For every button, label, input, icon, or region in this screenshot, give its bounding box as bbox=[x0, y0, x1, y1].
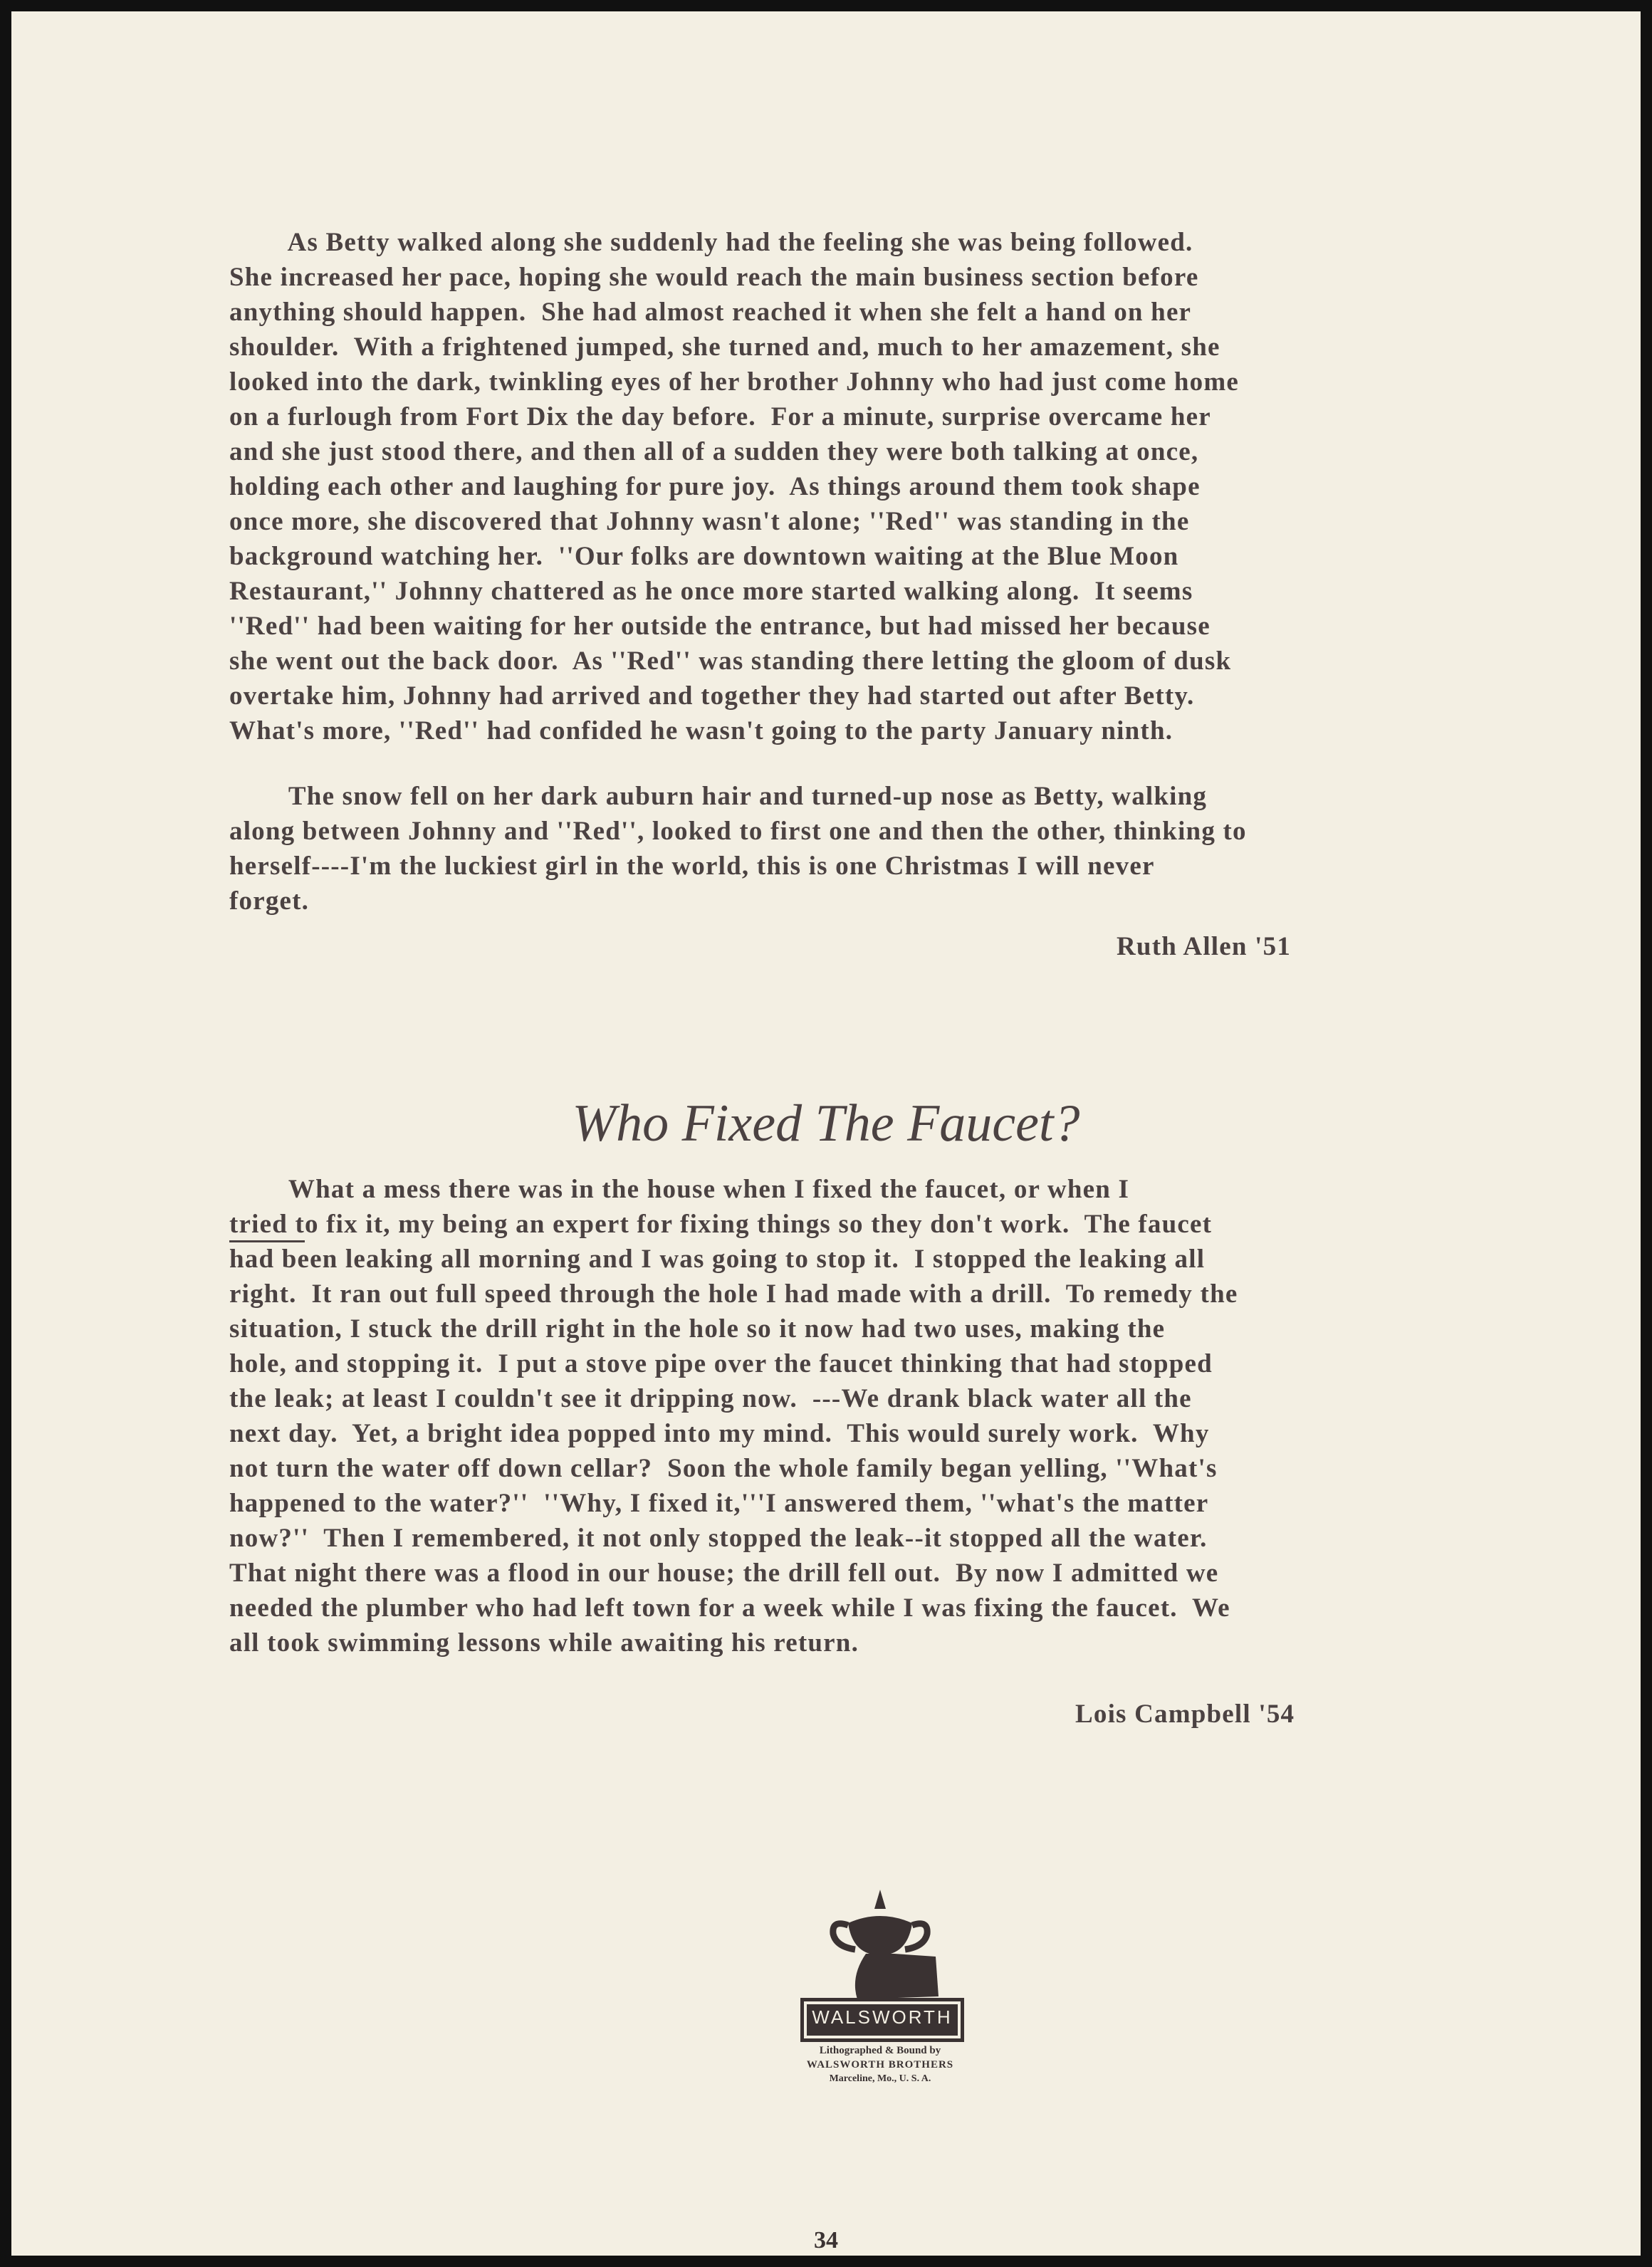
text-line: needed the plumber who had left town for a week while I was fixing the faucet. We bbox=[229, 1593, 1230, 1623]
text-line: she went out the back door. As ''Red'' was standing there letting the gloom of dusk bbox=[229, 646, 1232, 676]
walsworth-nameplate: WALSWORTH bbox=[800, 1998, 964, 2042]
text-line: What a mess there was in the house when I fixed the faucet, or when I bbox=[229, 1175, 1130, 1204]
text-line: ''Red'' had been waiting for her outside the entrance, but had missed her because bbox=[229, 612, 1211, 641]
text-line: happened to the water?'' ''Why, I fixed it,'''I answered them, ''what's the matter bbox=[229, 1489, 1209, 1518]
text-line: The snow fell on her dark auburn hair and turned-up nose as Betty, walking bbox=[229, 782, 1208, 811]
story2-author: Lois Campbell '54 bbox=[1075, 1700, 1295, 1729]
text-line: once more, she discovered that Johnny wasn't alone; ''Red'' was standing in the bbox=[229, 507, 1190, 536]
text-line: situation, I stuck the drill right in the hole so it now had two uses, making the bbox=[229, 1314, 1166, 1344]
text-line: shoulder. With a frightened jumped, she turned and, much to her amazement, she bbox=[229, 333, 1220, 362]
text-line: holding each other and laughing for pure joy. As things around them took shape bbox=[229, 472, 1201, 501]
text-line: all took swimming lessons while awaiting his return. bbox=[229, 1628, 859, 1658]
text-line: overtake him, Johnny had arrived and together they had started out after Betty. bbox=[229, 681, 1195, 711]
text-line: along between Johnny and ''Red'', looked to first one and then the other, thinking to bbox=[229, 817, 1247, 846]
text-line: That night there was a flood in our house; the drill fell out. By now I admitted we bbox=[229, 1559, 1219, 1588]
story1-author: Ruth Allen '51 bbox=[1117, 932, 1292, 961]
page-number: 34 bbox=[814, 2227, 838, 2253]
text-line: tried to fix it, my being an expert for fixing things so they don't work. The faucet bbox=[229, 1210, 1213, 1239]
text-line: on a furlough from Fort Dix the day before. For a minute, surprise overcame her bbox=[229, 402, 1211, 431]
walsworth-printer-mark bbox=[773, 1870, 987, 2098]
text-line: Restaurant,'' Johnny chattered as he once more started walking along. It seems bbox=[229, 577, 1193, 606]
printer-line1: Lithographed & Bound by bbox=[819, 2045, 941, 2056]
text-line: not turn the water off down cellar? Soon the whole family began yelling, ''What's bbox=[229, 1454, 1218, 1483]
text-line: As Betty walked along she suddenly had the feeling she was being followed. bbox=[229, 228, 1193, 257]
text-line: forget. bbox=[229, 886, 310, 916]
text-line: She increased her pace, hoping she would reach the main business section before bbox=[229, 263, 1199, 292]
text-line: had been leaking all morning and I was going to stop it. I stopped the leaking all bbox=[229, 1245, 1206, 1274]
text-line: background watching her. ''Our folks are downtown waiting at the Blue Moon bbox=[229, 542, 1179, 571]
story2-title: Who Fixed The Faucet? bbox=[572, 1094, 1080, 1153]
text-line: and she just stood there, and then all of a sudden they were both talking at once, bbox=[229, 437, 1199, 466]
text-line: right. It ran out full speed through the hole I had made with a drill. To remedy the bbox=[229, 1279, 1238, 1309]
text-line: anything should happen. She had almost reached it when she felt a hand on her bbox=[229, 298, 1192, 327]
text-line: hole, and stopping it. I put a stove pipe over the faucet thinking that had stopped bbox=[229, 1349, 1213, 1378]
printer-line2: WALSWORTH BROTHERS bbox=[806, 2059, 954, 2070]
text-line: now?'' Then I remembered, it not only stopped the leak--it stopped all the water. bbox=[229, 1524, 1208, 1553]
text-line: What's more, ''Red'' had confided he wasn't going to the party January ninth. bbox=[229, 716, 1173, 745]
printer-line3: Marceline, Mo., U. S. A. bbox=[829, 2073, 931, 2084]
yearbook-page bbox=[11, 11, 1641, 2256]
trophy-urn-icon bbox=[773, 1870, 987, 2005]
text-line: next day. Yet, a bright idea popped into my mind. This would surely work. Why bbox=[229, 1419, 1210, 1448]
text-line: herself----I'm the luckiest girl in the world, this is one Christmas I will never bbox=[229, 852, 1155, 881]
text-line: the leak; at least I couldn't see it dripping now. ---We drank black water all the bbox=[229, 1384, 1192, 1413]
text-line: looked into the dark, twinkling eyes of her brother Johnny who had just come home bbox=[229, 367, 1240, 397]
underline-tried bbox=[229, 1240, 305, 1242]
